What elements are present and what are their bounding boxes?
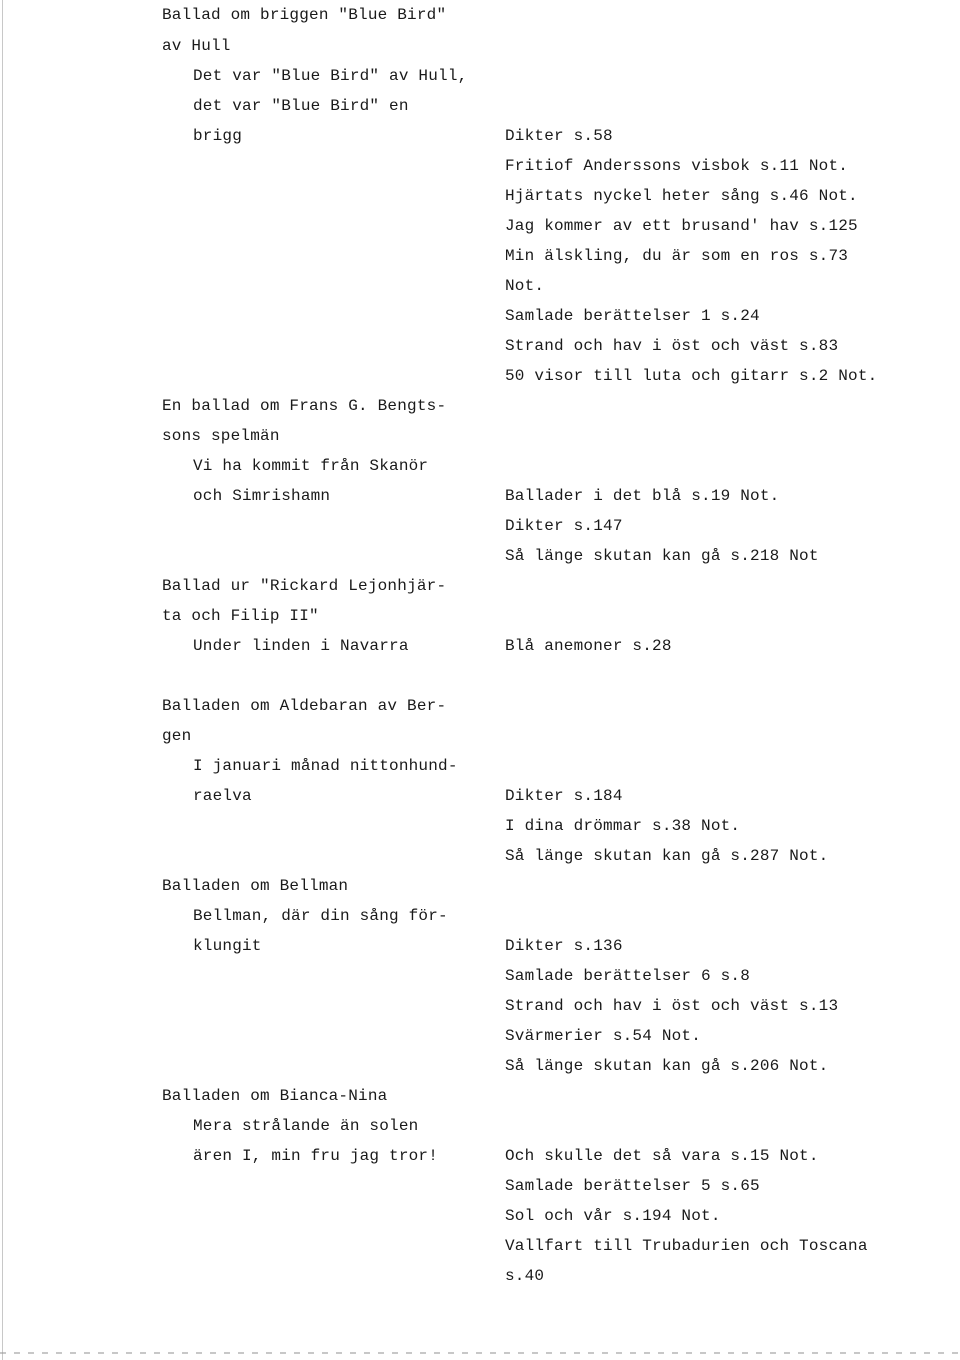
first-line-text: Bellman, där din sång för- bbox=[193, 907, 448, 925]
scan-bottom-artifact bbox=[0, 1352, 960, 1354]
entry-title-line: Ballad ur "Rickard Lejonhjär- bbox=[162, 577, 447, 595]
source-reference: Not. bbox=[505, 277, 545, 295]
entry-title-line: av Hull bbox=[162, 37, 231, 55]
source-reference: Dikter s.136 bbox=[505, 937, 623, 955]
entry-title-line: Balladen om Aldebaran av Ber- bbox=[162, 697, 447, 715]
first-line-text: Det var "Blue Bird" av Hull, bbox=[193, 67, 468, 85]
first-line-text: raelva bbox=[193, 787, 252, 805]
first-line-text: I januari månad nittonhund- bbox=[193, 757, 458, 775]
source-reference: Ballader i det blå s.19 Not. bbox=[505, 487, 780, 505]
source-reference: Dikter s.58 bbox=[505, 127, 613, 145]
source-reference: I dina drömmar s.38 Not. bbox=[505, 817, 741, 835]
source-reference: Och skulle det så vara s.15 Not. bbox=[505, 1147, 819, 1165]
source-reference: Vallfart till Trubadurien och Toscana bbox=[505, 1237, 868, 1255]
first-line-text: Vi ha kommit från Skanör bbox=[193, 457, 429, 475]
entry-title-line: Balladen om Bianca-Nina bbox=[162, 1087, 388, 1105]
source-reference: Fritiof Anderssons visbok s.11 Not. bbox=[505, 157, 849, 175]
first-line-text: klungit bbox=[193, 937, 262, 955]
source-reference: Samlade berättelser 6 s.8 bbox=[505, 967, 751, 985]
source-reference: Strand och hav i öst och väst s.83 bbox=[505, 337, 839, 355]
source-reference: Hjärtats nyckel heter sång s.46 Not. bbox=[505, 187, 858, 205]
source-reference: Så länge skutan kan gå s.287 Not. bbox=[505, 847, 829, 865]
first-line-text: och Simrishamn bbox=[193, 487, 331, 505]
first-line-text: Under linden i Navarra bbox=[193, 637, 409, 655]
first-line-text: det var "Blue Bird" en bbox=[193, 97, 409, 115]
source-reference: 50 visor till luta och gitarr s.2 Not. bbox=[505, 367, 878, 385]
source-reference: Samlade berättelser 1 s.24 bbox=[505, 307, 760, 325]
source-reference: Samlade berättelser 5 s.65 bbox=[505, 1177, 760, 1195]
entry-title-line: sons spelmän bbox=[162, 427, 280, 445]
source-reference: Dikter s.147 bbox=[505, 517, 623, 535]
first-line-text: Mera strålande än solen bbox=[193, 1117, 419, 1135]
source-reference: Strand och hav i öst och väst s.13 bbox=[505, 997, 839, 1015]
entry-title-line: Ballad om briggen "Blue Bird" bbox=[162, 6, 447, 24]
source-reference: Så länge skutan kan gå s.218 Not bbox=[505, 547, 819, 565]
source-reference: Så länge skutan kan gå s.206 Not. bbox=[505, 1057, 829, 1075]
entry-title-line: ta och Filip II" bbox=[162, 607, 319, 625]
source-reference: Min älskling, du är som en ros s.73 bbox=[505, 247, 849, 265]
source-reference: s.40 bbox=[505, 1267, 545, 1285]
first-line-text: ären I, min fru jag tror! bbox=[193, 1147, 439, 1165]
source-reference: Svärmerier s.54 Not. bbox=[505, 1027, 702, 1045]
entry-title-line: En ballad om Frans G. Bengts- bbox=[162, 397, 447, 415]
source-reference: Dikter s.184 bbox=[505, 787, 623, 805]
source-reference: Jag kommer av ett brusand' hav s.125 bbox=[505, 217, 858, 235]
source-reference: Sol och vår s.194 Not. bbox=[505, 1207, 721, 1225]
entry-title-line: Balladen om Bellman bbox=[162, 877, 349, 895]
first-line-text: brigg bbox=[193, 127, 243, 145]
entry-title-line: gen bbox=[162, 727, 192, 745]
scan-edge-line bbox=[2, 0, 3, 1360]
source-reference: Blå anemoner s.28 bbox=[505, 637, 672, 655]
